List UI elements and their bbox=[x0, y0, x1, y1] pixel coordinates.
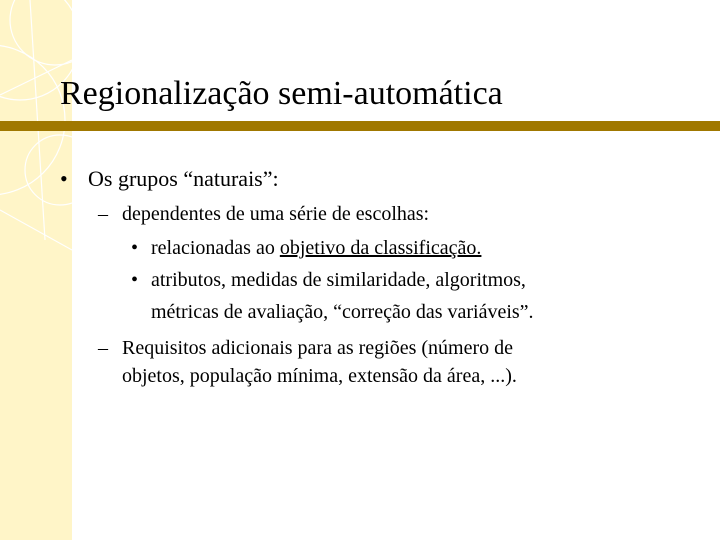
sub-marker-1: – bbox=[98, 203, 108, 225]
sub-item-text-1-plain: relacionadas ao bbox=[151, 237, 280, 259]
sub-text-2-line1: Requisitos adicionais para as regiões (número de bbox=[122, 337, 513, 359]
sub-text-1: dependentes de uma série de escolhas: bbox=[122, 203, 430, 225]
sub-item-marker-1: • bbox=[131, 237, 139, 259]
sub-text-2-line2: objetos, população mínima, extensão da área, ...). bbox=[122, 365, 517, 387]
sub-item-marker-2: • bbox=[131, 269, 139, 291]
title-rule bbox=[0, 121, 720, 131]
sub-item-text-1-underlined: objetivo da classificação. bbox=[279, 237, 482, 259]
sub-item-text-1 bbox=[151, 236, 481, 261]
slide-title: Regionalização semi-automática bbox=[60, 75, 503, 112]
bullet-marker-1: • bbox=[60, 166, 68, 191]
sub-item-text-2-line2: métricas de avaliação, “correção das variáveis”. bbox=[151, 301, 534, 323]
bullet-text-1: Os grupos “naturais”: bbox=[88, 166, 279, 191]
sub-marker-2: – bbox=[98, 337, 108, 359]
sub-item-text-2-line1: atributos, medidas de similaridade, algoritmos, bbox=[151, 269, 526, 291]
